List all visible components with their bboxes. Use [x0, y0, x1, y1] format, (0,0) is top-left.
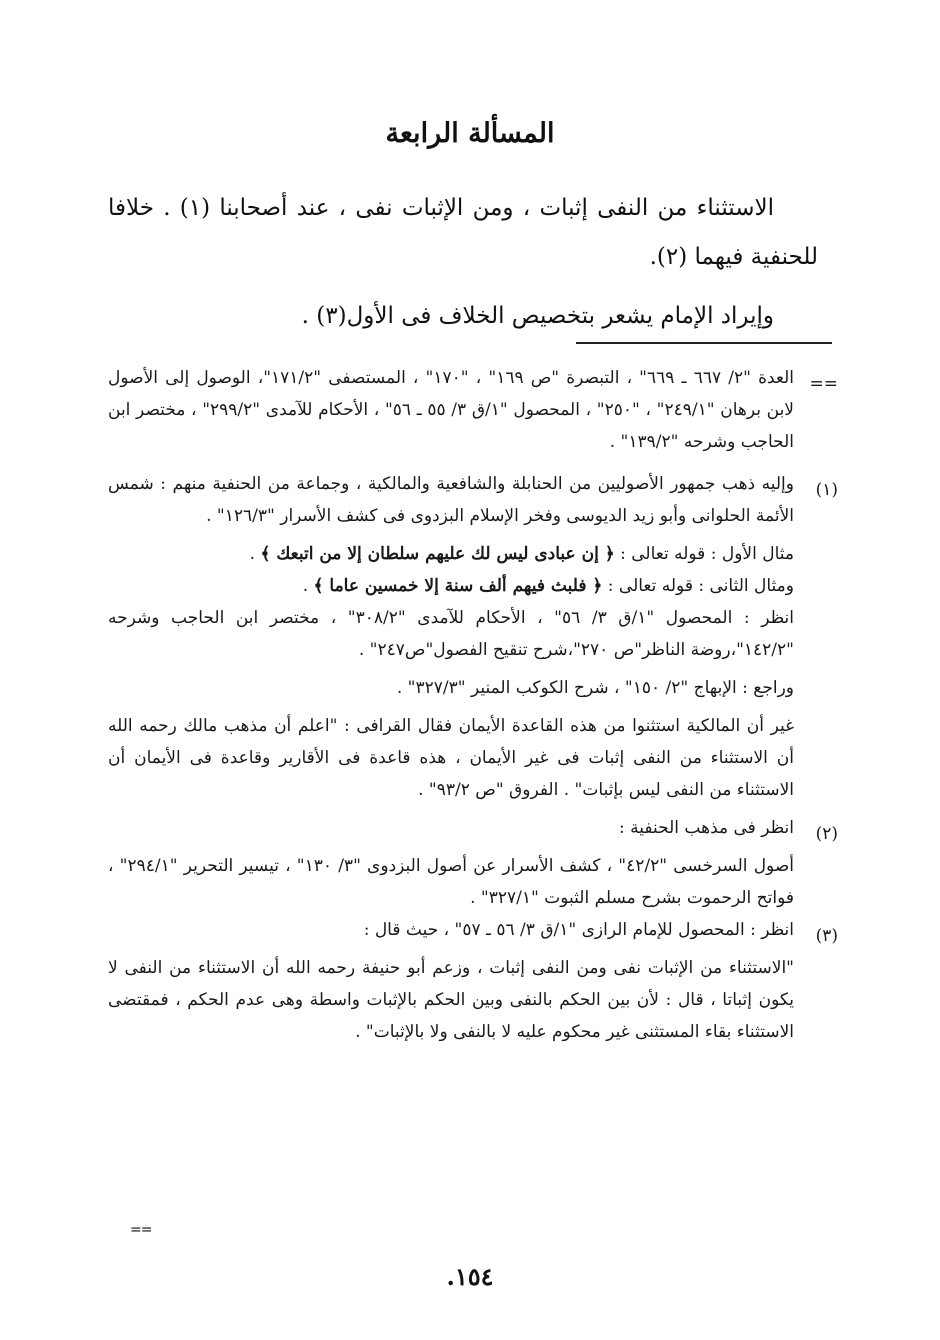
- example-2-label: ومثال الثانى : قوله تعالى :: [607, 576, 794, 596]
- footnote-3: [108, 914, 838, 1048]
- example-1: [108, 538, 794, 570]
- footnote-3-quote: "الاستثناء من الإثبات نفى ومن النفى إثبات ، وزعم أبو حنيفة رحمه الله أن الاستثناء من النفى لا يكون إثباتا ، قال : لأن بين الحكم بالنفى وبين الحكم بالإثبات واسطة وهى عدم الحكم ، فمقتضى الاستثناء بقاء المستثنى غير محكوم عليه لا بالنفى ولا بالإثبات" .: [108, 958, 794, 1042]
- main-paragraph-2: وإيراد الإمام يشعر بتخصيص الخلاف فى الأول(٣) .: [301, 303, 774, 329]
- main-paragraph-1: الاستثناء من النفى إثبات ، ومن الإثبات نفى ، عند أصحابنا (١) . خلافا للحنفية فيهما (٢).: [108, 195, 818, 270]
- example-1-end: .: [249, 544, 261, 564]
- page-number: ١٥٤.: [446, 1262, 494, 1291]
- continued-text: العدة "٢/ ٦٦٧ ـ ٦٦٩" ، التبصرة "ص ١٦٩" ، "١٧٠" ، المستصفى "١٧١/٢"، الوصول إلى الأصول لابن برهان "٢٤٩/١" ، "٢٥٠" ، المحصول "١/ق ٣/ ٥٥ ـ ٥٦" ، الأحكام للآمدى "٢٩٩/٢" ، مختصر ابن الحاجب وشرحه "١٣٩/٢" .: [108, 368, 794, 452]
- footnote-2-heading: انظر فى مذهب الحنفية :: [619, 818, 794, 838]
- continuation-mark: ==: [130, 1222, 152, 1238]
- footnote-continued: [108, 362, 838, 458]
- example-2: [108, 570, 794, 602]
- footnote-1-maliki: غير أن المالكية استثنوا من هذه القاعدة الأيمان فقال القرافى : "اعلم أن مذهب مالك رحمه الله أن الاستثناء من النفى إثبات فى غير الأيمان ، هذه قاعدة فى الأقارير وقاعدة فى الأيمان أن الاستثناء من النفى ليس بإثبات" . الفروق "ص ٩٣/٢" .: [108, 716, 794, 800]
- footnote-3-mark: (٣): [815, 926, 838, 946]
- footnote-1-mark: (١): [815, 480, 838, 500]
- footnote-1: [108, 468, 838, 806]
- issue-title: المسألة الرابعة: [385, 118, 555, 149]
- footnote-separator: [576, 342, 832, 344]
- footnote-3-heading: انظر : المحصول للإمام الرازى "١/ق ٣/ ٥٦ ـ ٥٧" ، حيث قال :: [363, 920, 794, 940]
- example-1-label: مثال الأول : قوله تعالى :: [620, 544, 794, 564]
- footnote-2-text: أصول السرخسى "٤٢/٢" ، كشف الأسرار عن أصول البزدوى "٣/ ١٣٠" ، تيسير التحرير "٢٩٤/١" ، فواتح الرحموت بشرح مسلم الثبوت "٣٢٧/١" .: [108, 856, 794, 908]
- example-2-verse: ﴿ فلبث فيهم ألف سنة إلا خمسين عاما ﴾: [313, 576, 603, 596]
- continued-mark: ==: [809, 374, 838, 394]
- example-1-verse: ﴿ إن عبادى ليس لك عليهم سلطان إلا من اتبعك ﴾: [260, 544, 615, 564]
- footnote-1-see-also: وراجع : الإبهاج "٢/ ١٥٠" ، شرح الكوكب المنير "٣٢٧/٣" .: [396, 678, 794, 698]
- footnote-1-text: وإليه ذهب جمهور الأصوليين من الحنابلة والشافعية والمالكية ، وجماعة من الحنفية منهم : شمس الأئمة الحلوانى وأبو زيد الديوسى وفخر الإسلام البزدوى فى كشف الأسرار "١٢٦/٣" .: [108, 474, 794, 526]
- footnote-2: [108, 812, 838, 914]
- main-text: [108, 174, 818, 341]
- footnotes: [108, 362, 838, 1048]
- example-2-end: .: [302, 576, 314, 596]
- footnote-2-mark: (٢): [815, 824, 838, 844]
- footnote-1-references: انظر : المحصول "١/ق ٣/ ٥٦" ، الأحكام للآمدى "٣٠٨/٢" ، مختصر ابن الحاجب وشرحه "١٤٢/٢"،روضة الناظر"ص ٢٧٠"،شرح تنقيح الفصول"ص٢٤٧" .: [108, 608, 794, 660]
